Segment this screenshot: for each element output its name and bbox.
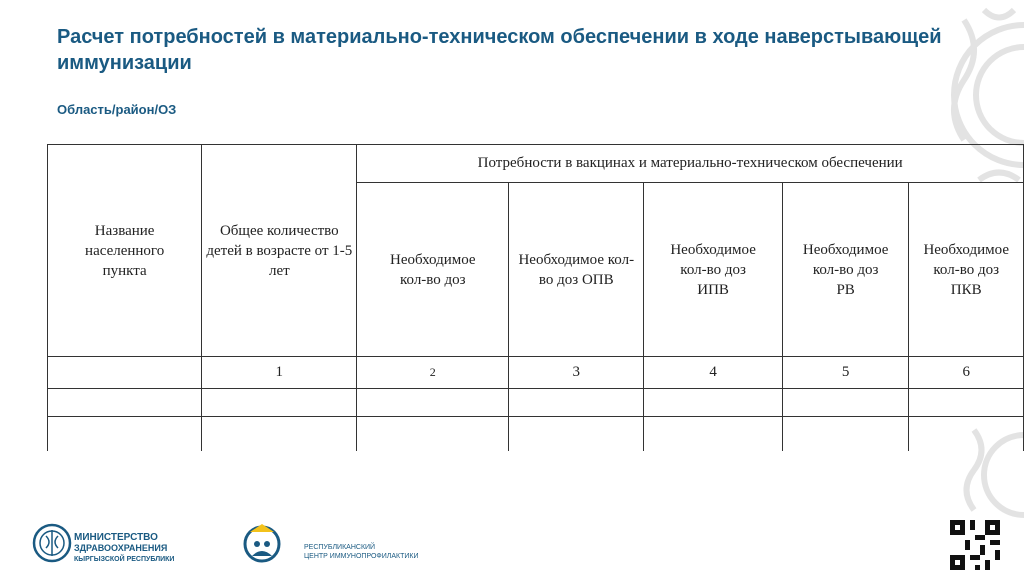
table-cell	[357, 389, 509, 417]
immunization-center-name: РЕСПУБЛИКАНСКИЙ ЦЕНТР ИММУНОПРОФИЛАКТИКИ	[304, 544, 419, 560]
table-cell	[644, 417, 783, 451]
header-doses-opv: Необходимое кол-во доз ОПВ	[509, 183, 644, 357]
table-cell	[909, 389, 1024, 417]
table-cell	[202, 389, 357, 417]
number-cell: 3	[509, 357, 644, 389]
table-cell	[644, 389, 783, 417]
table-cell	[357, 417, 509, 451]
header-doses: Необходимое кол-во доз	[357, 183, 509, 357]
number-cell: 6	[909, 357, 1024, 389]
number-cell: 2	[357, 357, 509, 389]
table-cell	[782, 417, 909, 451]
header-doses-rv: Необходимое кол-во доз РВ	[782, 183, 909, 357]
header-children-total: Общее количество детей в возрасте от 1-5 лет	[202, 145, 357, 357]
table-cell	[509, 417, 644, 451]
table-cell	[782, 389, 909, 417]
table-cell	[48, 389, 202, 417]
table-cell	[48, 417, 202, 451]
number-cell: 4	[644, 357, 783, 389]
table-cell	[909, 417, 1024, 451]
slide-title: Расчет потребностей в материально-техническом обеспечении в ходе наверстывающей иммунизации	[57, 26, 942, 74]
slide-subtitle: Область/район/ОЗ	[57, 102, 177, 117]
header-settlement-name: Название населенного пункта	[48, 145, 202, 357]
needs-table	[47, 144, 1024, 451]
header-needs-group: Потребности в вакцинах и материально-техническом обеспечении	[357, 145, 1024, 183]
table-cell	[202, 417, 357, 451]
header-doses-ipv: Необходимое кол-во доз ИПВ	[644, 183, 783, 357]
qr-code-icon	[950, 520, 1000, 570]
number-cell: 1	[202, 357, 357, 389]
header-doses-pkv: Необходимое кол-во доз ПКВ	[909, 183, 1024, 357]
table-cell	[509, 389, 644, 417]
ministry-name: МИНИСТЕРСТВО ЗДРАВООХРАНЕНИЯ КЫРГЫЗСКОЙ РЕСПУБЛИКИ	[74, 532, 175, 563]
number-cell: 5	[782, 357, 909, 389]
number-cell-empty	[48, 357, 202, 389]
